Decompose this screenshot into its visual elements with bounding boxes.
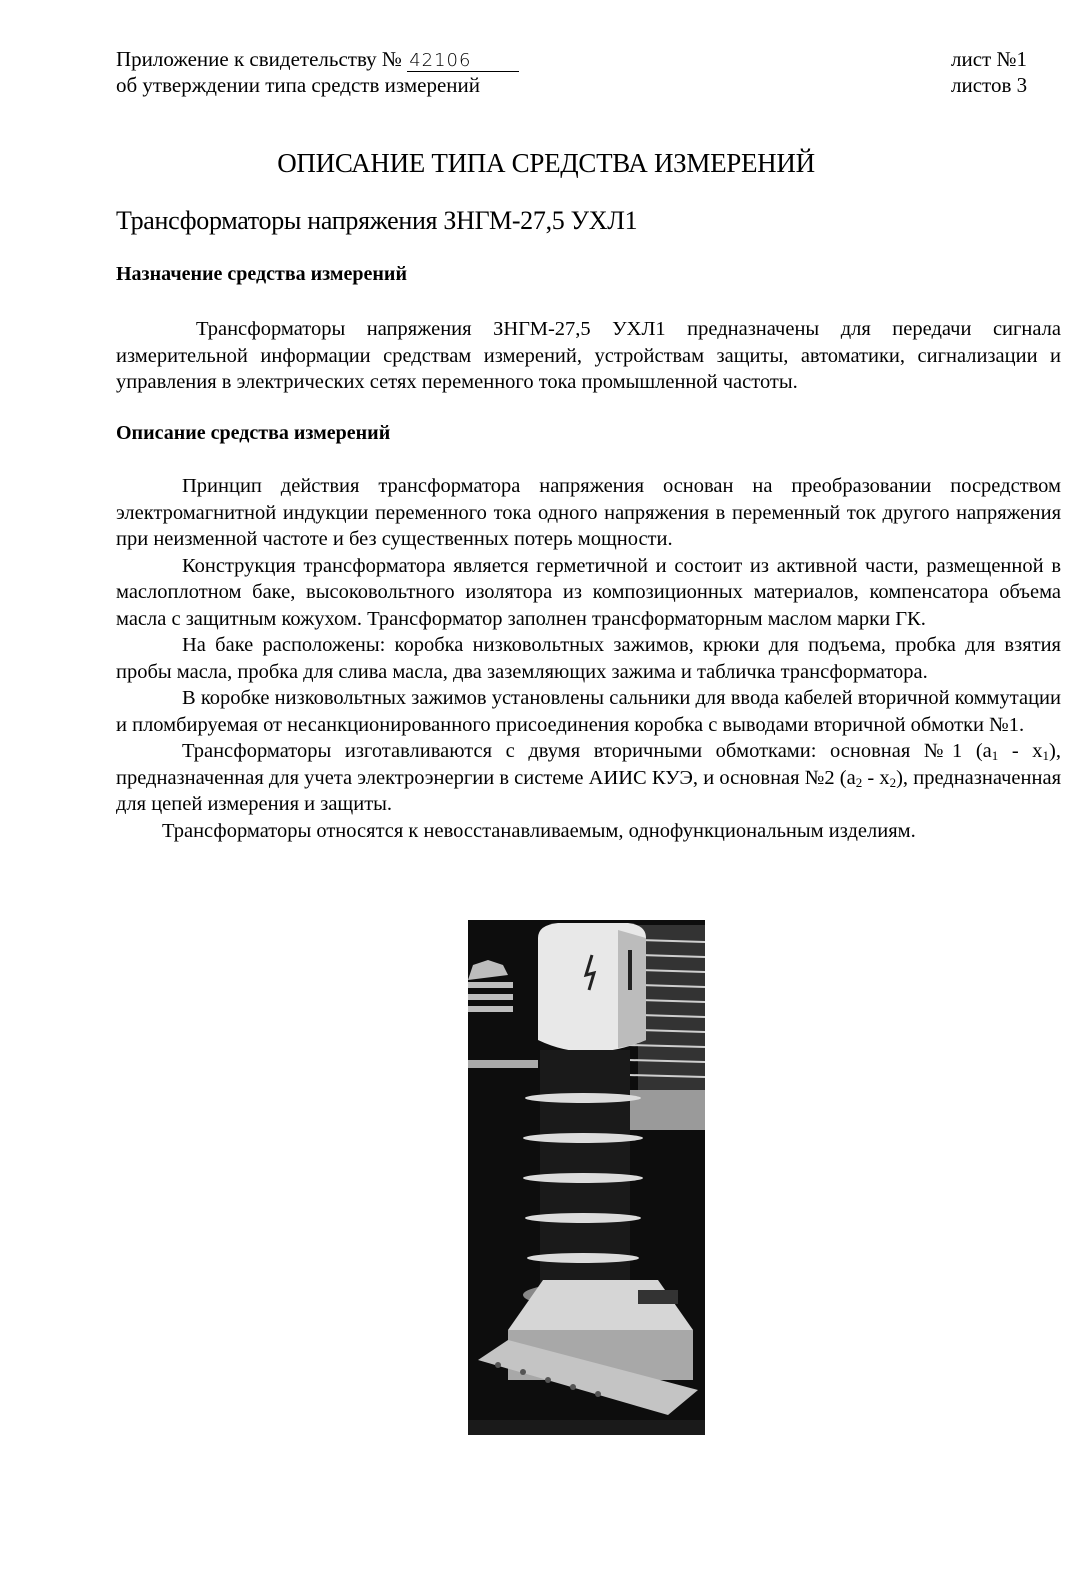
- transformer-image: [468, 920, 705, 1435]
- paragraph: Конструкция трансформатора является герметичной и состоит из активной части, размещенной в маслоплотном баке, высоковольтного изолятора из композиционных материалов, компенсатора объема масла с защитным кожухом. Трансформатор заполнен трансформаторным маслом марки ГК.: [116, 554, 1061, 630]
- paragraph: Трансформаторы относятся к невосстанавливаемым, однофункциональным изделиям.: [162, 819, 916, 842]
- paragraph: Трансформаторы напряжения ЗНГМ-27,5 УХЛ1 предназначены для передачи сигнала измерительной информации средствам измерений, устройствам защиты, автоматики, сигнализации и управления в электрических сетях переменного тока промышленной частоты.: [116, 318, 1061, 393]
- document-header-right: [951, 46, 1027, 98]
- paragraph: В коробке низковольтных зажимов установлены сальники для ввода кабелей вторичной коммутации и пломбируемая от несанкционированного присоединения коробка с выводами вторичной обмотки №1.: [116, 687, 1061, 736]
- document-subtitle: Трансформаторы напряжения ЗНГМ-27,5 УХЛ1: [116, 206, 638, 235]
- section-heading-description: Описание средства измерений: [116, 422, 391, 444]
- document-title: ОПИСАНИЕ ТИПА СРЕДСТВА ИЗМЕРЕНИЙ: [277, 148, 815, 178]
- certificate-number: 42106: [407, 51, 519, 72]
- section-description-body: [116, 473, 1061, 844]
- sheets-total: листов 3: [951, 73, 1028, 97]
- section-heading-purpose: Назначение средства измерений: [116, 263, 407, 285]
- transformer-photo: [468, 920, 705, 1435]
- document-header-left: [116, 46, 519, 98]
- paragraph-windings: Трансформаторы изготавливаются с двумя вторичными обмотками: основная №1 $(a_1 - x_1)$, предназначенная для учета электроэнергии в системе АИИС КУЭ, и основная №2 $(a_2 - x_2)$, предназначенная для цепей измерения и защиты.: [116, 740, 1061, 815]
- header-line-2: об утверждении типа средств измерений: [116, 73, 481, 97]
- header-certificate-label: Приложение к свидетельству №: [116, 47, 402, 71]
- sheet-number: лист №1: [951, 47, 1028, 71]
- section-purpose-body: [116, 316, 1061, 396]
- paragraph: На баке расположены: коробка низковольтных зажимов, крюки для подъема, пробка для взятия пробы масла, пробка для слива масла, два заземляющих зажима и табличка трансформатора.: [116, 634, 1061, 683]
- header-line-1: [116, 46, 519, 72]
- paragraph: Принцип действия трансформатора напряжения основан на преобразовании посредством электромагнитной индукции переменного тока одного напряжения в переменный ток другого напряжения при неизменной частоте и без существенных потерь мощности.: [116, 475, 1061, 550]
